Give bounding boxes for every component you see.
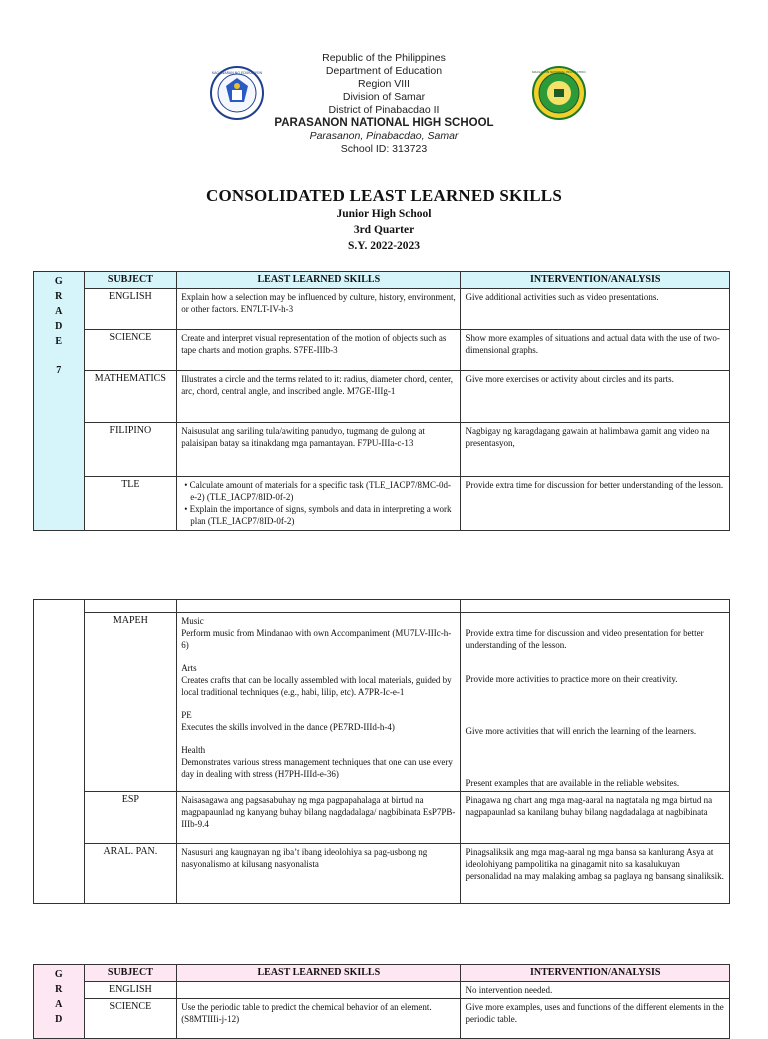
header-school-name: PARASANON NATIONAL HIGH SCHOOL (274, 117, 494, 129)
mapeh-pe-block (181, 709, 456, 733)
subject-cell: ENGLISH (84, 289, 177, 330)
grade-letter: G (54, 276, 63, 287)
skill-cell: Nasusuri ang kaugnayan ng iba’t ibang ideolohiya sa pag-usbong ng nasyonalismo at kilusang nasyonalista (177, 844, 461, 904)
header-department: Department of Education (325, 65, 443, 77)
intervention-cell: Give more examples, uses and functions of the different elements in the periodic table. (461, 999, 730, 1039)
table-row (34, 613, 730, 792)
intervention-cell: No intervention needed. (461, 982, 730, 999)
deped-seal-text: KAGAWARAN NG EDUKASYON (211, 71, 263, 75)
table-row (34, 999, 730, 1039)
mapeh-area-label: Music (181, 616, 204, 626)
table-row (34, 371, 730, 423)
grade8-skills-table (33, 964, 730, 1039)
intervention-cell: Give more exercises or activity about circles and its parts. (461, 371, 730, 423)
column-header-skills: LEAST LEARNED SKILLS (177, 965, 461, 982)
grade-letter: R (55, 291, 63, 302)
subject-cell: MAPEH (84, 613, 177, 792)
intervention-cell: Nagbigay ng karagdagang gawain at halimbawa gamit ang video na presentasyon, (461, 423, 730, 477)
grade-letter: R (55, 984, 63, 995)
mapeh-area-label: Health (181, 745, 206, 755)
column-header-subject: SUBJECT (84, 965, 177, 982)
header-division: Division of Samar (342, 91, 426, 103)
header-school-id: School ID: 313723 (340, 143, 428, 155)
header-district: District of Pinabacdao II (328, 104, 440, 116)
skill-cell: Illustrates a circle and the terms related to it: radius, diameter chord, center, arc, chord, central angle, and inscribed angle. M7GE-IIIg-1 (177, 371, 461, 423)
column-header-subject: SUBJECT (84, 272, 177, 289)
subject-cell: SCIENCE (84, 330, 177, 371)
grade-letter: E (55, 336, 63, 347)
table-row (34, 982, 730, 999)
grade-letter: A (55, 306, 63, 317)
grade-letter: G (54, 969, 63, 980)
mapeh-health-block (181, 744, 456, 780)
grade7-skills-table (33, 271, 730, 531)
grade-letter: D (55, 321, 63, 332)
intervention-text: Present examples that are available in the reliable websites. (465, 778, 680, 788)
empty-cell (177, 600, 461, 613)
grade7-continued-table (33, 599, 730, 904)
table-row (34, 423, 730, 477)
subject-cell: ESP (84, 792, 177, 844)
mapeh-arts-block (181, 662, 456, 698)
intervention-cell: Show more examples of situations and actual data with the use of two-dimensional graphs. (461, 330, 730, 371)
header-region: Region VIII (358, 78, 410, 90)
subject-cell: MATHEMATICS (84, 371, 177, 423)
subject-cell: FILIPINO (84, 423, 177, 477)
grade-letter: D (55, 1014, 63, 1025)
grade-number: 7 (56, 365, 62, 376)
document-title: CONSOLIDATED LEAST LEARNED SKILLS (206, 186, 562, 205)
quarter: 3rd Quarter (353, 224, 415, 236)
skill-cell: Use the periodic table to predict the chemical behavior of an element. (S8MTIIIi-j-12) (177, 999, 461, 1039)
skill-cell: Explain how a selection may be influenced by culture, history, environment, or other factors. EN7LT-IV-h-3 (177, 289, 461, 330)
mapeh-music-block (181, 615, 456, 651)
intervention-text: Provide more activities to practice more on their creativity. (465, 674, 678, 684)
skill-text: Demonstrates various stress management techniques that one can use every day in dealing with stress (H7PH-IIId-e-36) (181, 757, 453, 779)
subject-cell: ARAL. PAN. (84, 844, 177, 904)
grade-label-cell (34, 272, 85, 531)
intervention-cell: Give additional activities such as video presentations. (461, 289, 730, 330)
table-row (34, 330, 730, 371)
column-header-skills: LEAST LEARNED SKILLS (177, 272, 461, 289)
table-header-row (34, 965, 730, 982)
grade-letter: A (55, 999, 63, 1010)
skill-bullet: • Explain the importance of signs, symbols and data in interpreting a work plan (TLE_IACP7/8ID-0f-2) (184, 504, 452, 526)
intervention-cell (461, 613, 730, 792)
skill-cell: Naisusulat ang sariling tula/awiting panudyo, tugmang de gulong at palaisipan batay sa itinakdang mga pamantayan. F7PU-IIIa-c-13 (177, 423, 461, 477)
intervention-cell: Pinagsaliksik ang mga mag-aaral ng mga bansa sa kanlurang Asya at ideolohiyang pampolitika na ginagamit nito sa kasalukuyan personalidad na may malaking ambag sa paglaya ng bansang sinaliksik. (461, 844, 730, 904)
document-title-block (0, 186, 768, 254)
skill-text: Perform music from Mindanao with own Accompaniment (MU7LV-IIIc-h-6) (181, 628, 452, 650)
school-year: S.Y. 2022-2023 (347, 240, 421, 252)
table-row (34, 792, 730, 844)
empty-cell (84, 600, 177, 613)
table-row (34, 477, 730, 531)
skill-cell (177, 613, 461, 792)
school-level: Junior High School (336, 208, 432, 220)
subject-cell: TLE (84, 477, 177, 531)
skill-cell: Create and interpret visual representation of the motion of objects such as tape charts and motion graphs. S7FE-IIIb-3 (177, 330, 461, 371)
intervention-text: Give more activities that will enrich the learning of the learners. (465, 726, 697, 736)
intervention-cell: Pinagawa ng chart ang mga mag-aaral na nagtatala ng mga birtud na nagpapaunlad sa kanilang buhay bilang nagdadalaga at nagbibinata (461, 792, 730, 844)
intervention-text: Provide extra time for discussion and video presentation for better understanding of the lesson. (465, 628, 704, 650)
subject-cell: ENGLISH (84, 982, 177, 999)
subject-cell: SCIENCE (84, 999, 177, 1039)
mapeh-area-label: Arts (181, 663, 197, 673)
school-seal-text: PARASANON NATIONAL HIGH SCHOOL (532, 70, 586, 74)
intervention-cell: Provide extra time for discussion for better understanding of the lesson. (461, 477, 730, 531)
header-address: Parasanon, Pinabacdao, Samar (309, 130, 459, 142)
grade-label-cell (34, 965, 85, 1039)
skill-text: Executes the skills involved in the dance (PE7RD-IIId-h-4) (181, 722, 395, 732)
mapeh-area-label: PE (181, 710, 192, 720)
table-header-row (34, 272, 730, 289)
skill-text: Creates crafts that can be locally assembled with local materials, guided by local traditional techniques (e.g., habi, lilip, etc). A7PR-Ic-e-1 (181, 675, 452, 697)
grade-label-cell (34, 600, 85, 904)
table-row (34, 844, 730, 904)
skill-cell (177, 477, 461, 531)
table-row (34, 289, 730, 330)
column-header-intervention: INTERVENTION/ANALYSIS (461, 272, 730, 289)
skill-bullet: • Calculate amount of materials for a specific task (TLE_IACP7/8MC-0d-e-2) (TLE_IACP7/8ID-0f-2) (184, 480, 452, 502)
skill-cell (177, 982, 461, 999)
document-header (0, 52, 768, 156)
header-republic: Republic of the Philippines (322, 52, 446, 64)
column-header-intervention: INTERVENTION/ANALYSIS (461, 965, 730, 982)
empty-cell (461, 600, 730, 613)
skill-cell: Naisasagawa ang pagsasabuhay ng mga pagpapahalaga at birtud na magpapaunlad ng kanyang buhay bilang nagdadalaga/ nagbibinata EsP7PB-IIIb-9.4 (177, 792, 461, 844)
table-header-row (34, 600, 730, 613)
